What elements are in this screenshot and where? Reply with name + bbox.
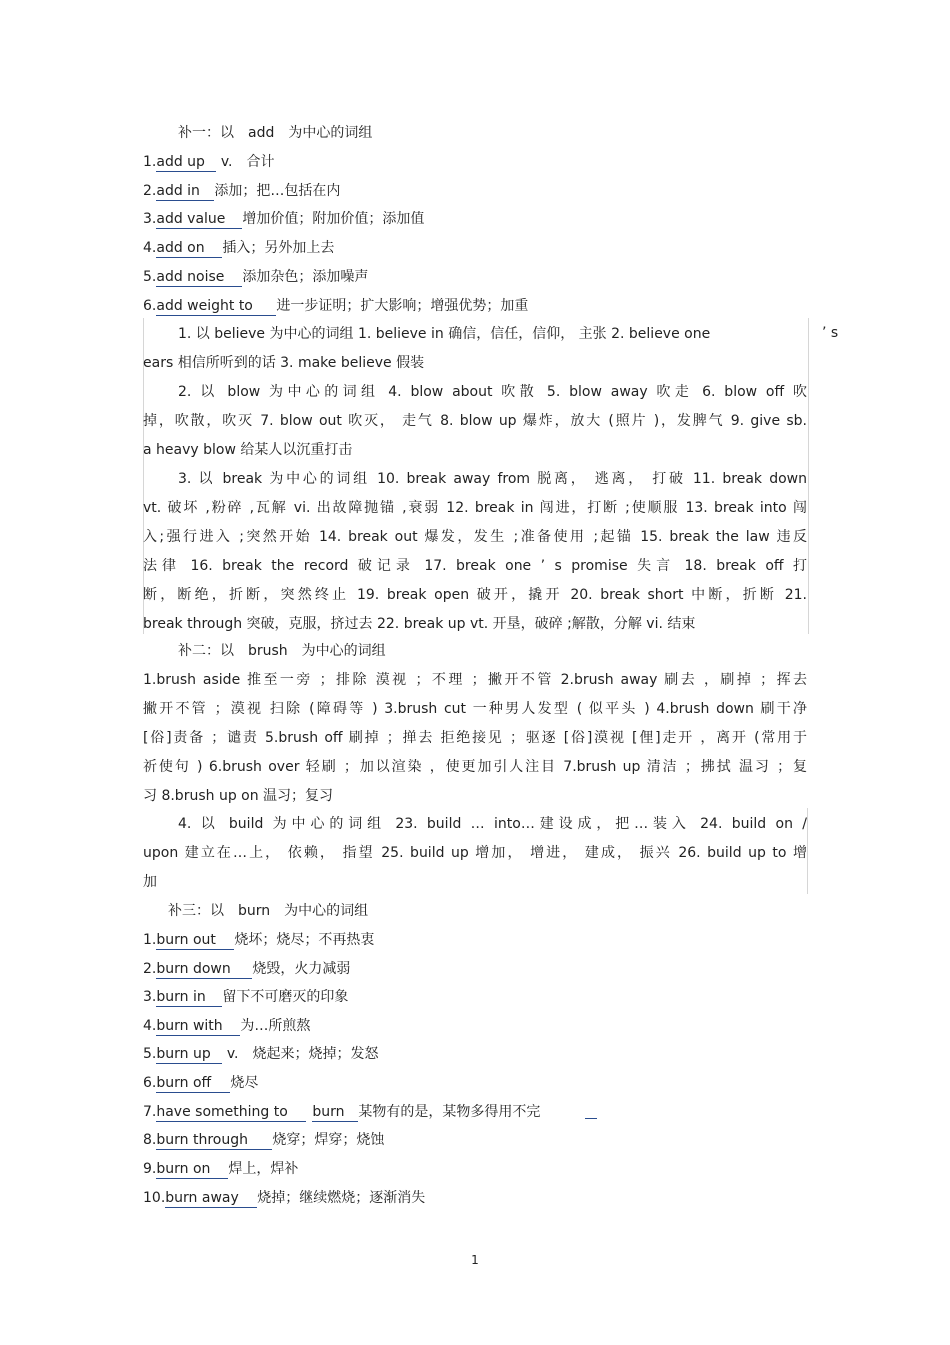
item-number: 2. — [143, 961, 157, 977]
phrase-part: burn — [312, 1104, 358, 1122]
item-number: 6. — [143, 1075, 157, 1091]
list-item — [143, 1044, 378, 1064]
paragraph-build — [143, 810, 807, 897]
phrase: burn with — [156, 1018, 240, 1036]
paragraph-blow — [143, 378, 807, 465]
meaning: 进一步证明；扩大影响；增强优势；加重 — [276, 298, 529, 314]
text-line: vt. 破坏 ,粉碎 ,瓦解 vi. 出故障抛锚 ,衰弱 12. break in 闯进，打断 ;使顺服 13. break into 闯 — [143, 499, 807, 516]
item-number: 3. — [143, 211, 157, 227]
stray-text: ’ s — [822, 325, 839, 341]
list-item — [143, 267, 368, 287]
item-number: 7. — [143, 1104, 157, 1120]
text-line: a heavy blow 给某人以沉重打击 — [143, 441, 353, 458]
phrase: burn in — [156, 989, 222, 1007]
text-line: 3. 以 break 为中心的词组 10. break away from 脱离， 逃离， 打破 11. break down — [178, 471, 807, 487]
meaning: 焊上，焊补 — [228, 1161, 299, 1177]
meaning: v. 合计 — [220, 154, 275, 170]
text-line: 1. 以 believe 为中心的词组 1. believe in 确信，信任，信仰， 主张 2. believe one — [178, 326, 711, 342]
section-heading-burn: 补三：以 burn 为中心的词组 — [168, 903, 369, 919]
text-line: 法律 16. break the record 破记录 17. break one ’ s promise 失言 18. break off 打 — [143, 557, 807, 574]
item-number: 8. — [143, 1132, 157, 1148]
list-item — [143, 987, 348, 1007]
phrase: add noise — [156, 269, 242, 287]
text-line: 祈使句 ) 6.brush over 轻刷 ；加以渲染 ，使更加引人注目 7.brush up 清洁 ；拂拭 温习 ；复 — [143, 758, 807, 775]
text-line: 断，断绝，折断，突然终止 19. break open 破开，撬开 20. break short 中断，折断 21. — [143, 586, 807, 603]
item-number: 2. — [143, 183, 157, 199]
list-item — [143, 209, 424, 229]
list-item — [143, 1130, 384, 1150]
text-line: 1.brush aside 推至一旁 ；排除 漠视 ；不理 ；撇开不管 2.brush away 刷去 ，刷掉 ；挥去 — [143, 672, 807, 688]
text-line: upon 建立在…上， 依赖， 指望 25. build up 增加， 增进， 建成， 振兴 26. build up to 增 — [143, 844, 807, 861]
meaning: 插入；另外加上去 — [222, 240, 335, 256]
answer-blank — [585, 1118, 597, 1119]
list-item — [143, 238, 334, 258]
phrase: burn on — [156, 1161, 228, 1179]
paragraph-believe — [143, 320, 807, 378]
text-line: 撇开不管 ；漠视 扫除 (障碍等 ) 3.brush cut 一种男人发型 ( 似平头 ) 4.brush down 刷干净 — [143, 700, 807, 717]
item-number: 4. — [143, 240, 157, 256]
phrase: burn off — [156, 1075, 230, 1093]
paragraph-break — [143, 465, 807, 638]
meaning: 烧尽 — [230, 1075, 259, 1091]
list-item — [143, 181, 340, 201]
item-number: 3. — [143, 989, 157, 1005]
item-number: 10. — [143, 1190, 166, 1206]
meaning: v. 烧起来；烧掉；发怒 — [226, 1046, 379, 1062]
phrase: add weight to — [156, 298, 276, 316]
meaning: 添加；把…包括在内 — [214, 183, 341, 199]
list-item — [143, 296, 528, 316]
text-line: 4. 以 build 为中心的词组 23. build … into…建设成，把…装入 24. build on / — [178, 816, 807, 832]
phrase: burn out — [156, 932, 234, 950]
meaning: 添加杂色；添加噪声 — [242, 269, 369, 285]
text-line: 2. 以 blow 为中心的词组 4. blow about 吹散 5. blow away 吹走 6. blow off 吹 — [178, 384, 807, 400]
meaning: 烧穿；焊穿；烧蚀 — [272, 1132, 385, 1148]
section-heading-add: 补一：以 add 为中心的词组 — [178, 125, 373, 141]
item-number: 4. — [143, 1018, 157, 1034]
meaning: 烧坏；烧尽；不再热衷 — [234, 932, 375, 948]
list-item — [143, 1159, 298, 1179]
meaning: 留下不可磨灭的印象 — [222, 989, 349, 1005]
text-line: ears 相信所听到的话 3. make believe 假装 — [143, 354, 425, 371]
phrase: have something to — [156, 1104, 306, 1122]
phrase: burn down — [156, 961, 252, 979]
list-item — [143, 1073, 258, 1093]
text-line: 入;强行进入 ;突然开始 14. break out 爆发，发生 ;准备使用 ;起锚 15. break the law 违反 — [143, 528, 807, 545]
meaning: 增加价值；附加价值；添加值 — [242, 211, 425, 227]
list-item — [143, 1016, 310, 1036]
text-line: break through 突破，克服，挤过去 22. break up vt. 开垦，破碎 ;解散，分解 vi. 结束 — [143, 615, 696, 632]
text-line: 掉，吹散，吹灭 7. blow out 吹灭， 走气 8. blow up 爆炸，放大 (照片 )，发脾气 9. give sb. — [143, 412, 807, 429]
item-number: 5. — [143, 1046, 157, 1062]
phrase: add value — [156, 211, 242, 229]
meaning: 烧掉；继续燃烧；逐渐消失 — [257, 1190, 426, 1206]
phrase: add in — [156, 183, 214, 201]
meaning: 烧毁，火力减弱 — [252, 961, 351, 977]
item-number: 5. — [143, 269, 157, 285]
meaning: 某物有的是，某物多得用不完 — [358, 1104, 541, 1120]
list-item — [143, 930, 374, 950]
item-number: 6. — [143, 298, 157, 314]
item-number: 1. — [143, 932, 157, 948]
phrase: burn up — [156, 1046, 222, 1064]
list-item — [143, 1188, 425, 1208]
phrase: burn away — [165, 1190, 257, 1208]
paragraph-brush — [143, 666, 807, 811]
phrase: burn through — [156, 1132, 272, 1150]
section-heading-brush: 补二：以 brush 为中心的词组 — [178, 643, 386, 659]
text-line: [俗]责备 ；谴责 5.brush off 刷掉 ；掸去 拒绝接见 ；驱逐 [俗]漠视 [俚]走开 ，离开 (常用于 — [143, 729, 807, 746]
phrase: add up — [156, 154, 216, 172]
item-number: 9. — [143, 1161, 157, 1177]
list-item — [143, 959, 350, 979]
item-number: 1. — [143, 154, 157, 170]
text-line: 习 8.brush up on 温习；复习 — [143, 787, 334, 804]
phrase: add on — [156, 240, 222, 258]
list-item — [143, 152, 274, 172]
text-line: 加 — [143, 873, 157, 890]
page-number: 1 — [471, 1253, 479, 1267]
meaning: 为…所煎熬 — [240, 1018, 311, 1034]
list-item — [143, 1102, 540, 1122]
